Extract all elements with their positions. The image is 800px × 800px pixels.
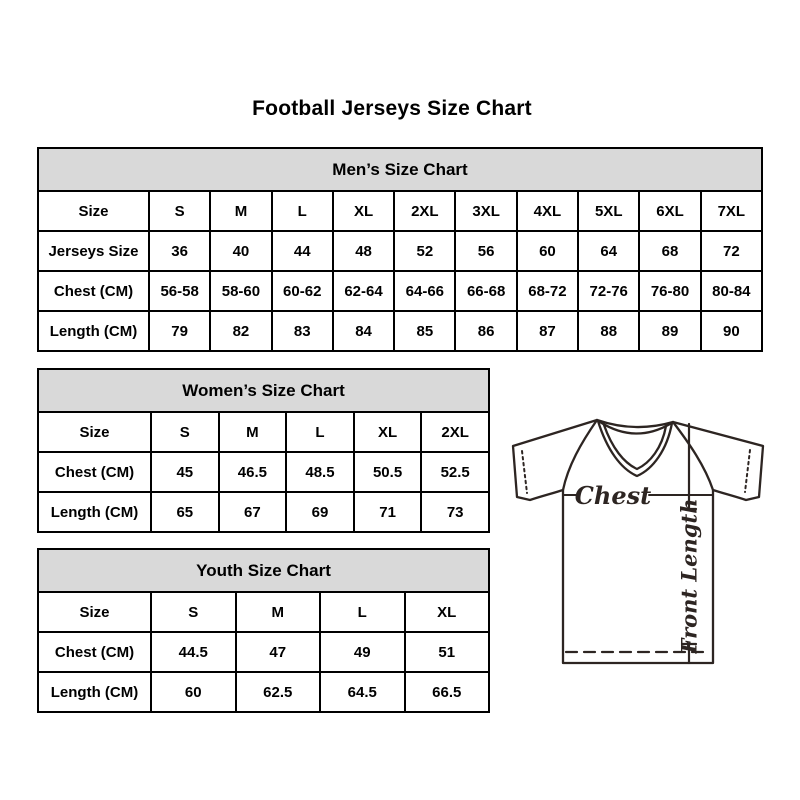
right-cuff-stitch — [745, 450, 750, 492]
value-cell: 44.5 — [151, 632, 236, 672]
chest-label: Chest — [574, 481, 652, 510]
value-cell: M — [219, 412, 287, 452]
row-header-cell: Jerseys Size — [38, 231, 149, 271]
value-cell: 56 — [455, 231, 516, 271]
value-cell: 7XL — [701, 191, 762, 231]
table-row — [38, 191, 762, 231]
table-title-row — [38, 148, 762, 191]
row-header-cell: Size — [38, 412, 151, 452]
value-cell: S — [149, 191, 210, 231]
value-cell: 60 — [151, 672, 236, 712]
value-cell: S — [151, 592, 236, 632]
row-header-cell: Length (CM) — [38, 672, 151, 712]
value-cell: 72-76 — [578, 271, 639, 311]
value-cell: 3XL — [455, 191, 516, 231]
value-cell: 64 — [578, 231, 639, 271]
vneck-inner — [604, 425, 666, 469]
value-cell: 5XL — [578, 191, 639, 231]
page-title: Football Jerseys Size Chart — [252, 97, 532, 120]
value-cell: XL — [333, 191, 394, 231]
value-cell: 52 — [394, 231, 455, 271]
row-header-cell: Size — [38, 592, 151, 632]
value-cell: M — [236, 592, 321, 632]
value-cell: 73 — [421, 492, 489, 532]
value-cell: 62.5 — [236, 672, 321, 712]
value-cell: 72 — [701, 231, 762, 271]
value-cell: 48 — [333, 231, 394, 271]
value-cell: 79 — [149, 311, 210, 351]
table-row — [38, 311, 762, 351]
value-cell: 62-64 — [333, 271, 394, 311]
table-row — [38, 452, 489, 492]
value-cell: L — [272, 191, 333, 231]
value-cell: 46.5 — [219, 452, 287, 492]
row-header-cell: Size — [38, 191, 149, 231]
value-cell: 85 — [394, 311, 455, 351]
value-cell: 40 — [210, 231, 271, 271]
table-title-row — [38, 549, 489, 592]
value-cell: 86 — [455, 311, 516, 351]
value-cell: XL — [405, 592, 490, 632]
value-cell: 56-58 — [149, 271, 210, 311]
table-row — [38, 632, 489, 672]
value-cell: 88 — [578, 311, 639, 351]
value-cell: 44 — [272, 231, 333, 271]
value-cell: 64.5 — [320, 672, 405, 712]
value-cell: 67 — [219, 492, 287, 532]
value-cell: 84 — [333, 311, 394, 351]
value-cell: 2XL — [394, 191, 455, 231]
row-header-cell: Length (CM) — [38, 311, 149, 351]
value-cell: L — [320, 592, 405, 632]
value-cell: 60 — [517, 231, 578, 271]
table-row — [38, 672, 489, 712]
value-cell: 68 — [639, 231, 700, 271]
table-title: Youth Size Chart — [38, 549, 489, 592]
value-cell: 82 — [210, 311, 271, 351]
value-cell: 49 — [320, 632, 405, 672]
value-cell: 87 — [517, 311, 578, 351]
value-cell: 51 — [405, 632, 490, 672]
value-cell: XL — [354, 412, 422, 452]
value-cell: 76-80 — [639, 271, 700, 311]
table-row — [38, 271, 762, 311]
value-cell: 68-72 — [517, 271, 578, 311]
jersey-measurement-diagram — [510, 415, 776, 671]
row-header-cell: Chest (CM) — [38, 271, 149, 311]
value-cell: 52.5 — [421, 452, 489, 492]
value-cell: 45 — [151, 452, 219, 492]
left-sleeve-seam — [563, 420, 597, 490]
row-header-cell: Chest (CM) — [38, 632, 151, 672]
table-row — [38, 412, 489, 452]
value-cell: L — [286, 412, 354, 452]
front-length-label: Front Length — [676, 498, 702, 654]
value-cell: 83 — [272, 311, 333, 351]
value-cell: 58-60 — [210, 271, 271, 311]
value-cell: 66-68 — [455, 271, 516, 311]
table-title-row — [38, 369, 489, 412]
table-title: Men’s Size Chart — [38, 148, 762, 191]
value-cell: 47 — [236, 632, 321, 672]
womens-size-table — [37, 368, 490, 533]
table-row — [38, 492, 489, 532]
table-row — [38, 592, 489, 632]
jersey-outline — [513, 420, 763, 663]
value-cell: 90 — [701, 311, 762, 351]
value-cell: M — [210, 191, 271, 231]
table-title: Women’s Size Chart — [38, 369, 489, 412]
row-header-cell: Length (CM) — [38, 492, 151, 532]
value-cell: 80-84 — [701, 271, 762, 311]
left-cuff-stitch — [522, 451, 527, 493]
value-cell: 60-62 — [272, 271, 333, 311]
row-header-cell: Chest (CM) — [38, 452, 151, 492]
value-cell: 6XL — [639, 191, 700, 231]
value-cell: 4XL — [517, 191, 578, 231]
value-cell: 89 — [639, 311, 700, 351]
mens-size-table — [37, 147, 763, 352]
value-cell: 36 — [149, 231, 210, 271]
value-cell: 2XL — [421, 412, 489, 452]
value-cell: 64-66 — [394, 271, 455, 311]
value-cell: 65 — [151, 492, 219, 532]
value-cell: S — [151, 412, 219, 452]
value-cell: 50.5 — [354, 452, 422, 492]
value-cell: 66.5 — [405, 672, 490, 712]
value-cell: 71 — [354, 492, 422, 532]
value-cell: 48.5 — [286, 452, 354, 492]
value-cell: 69 — [286, 492, 354, 532]
youth-size-table — [37, 548, 490, 713]
table-row — [38, 231, 762, 271]
